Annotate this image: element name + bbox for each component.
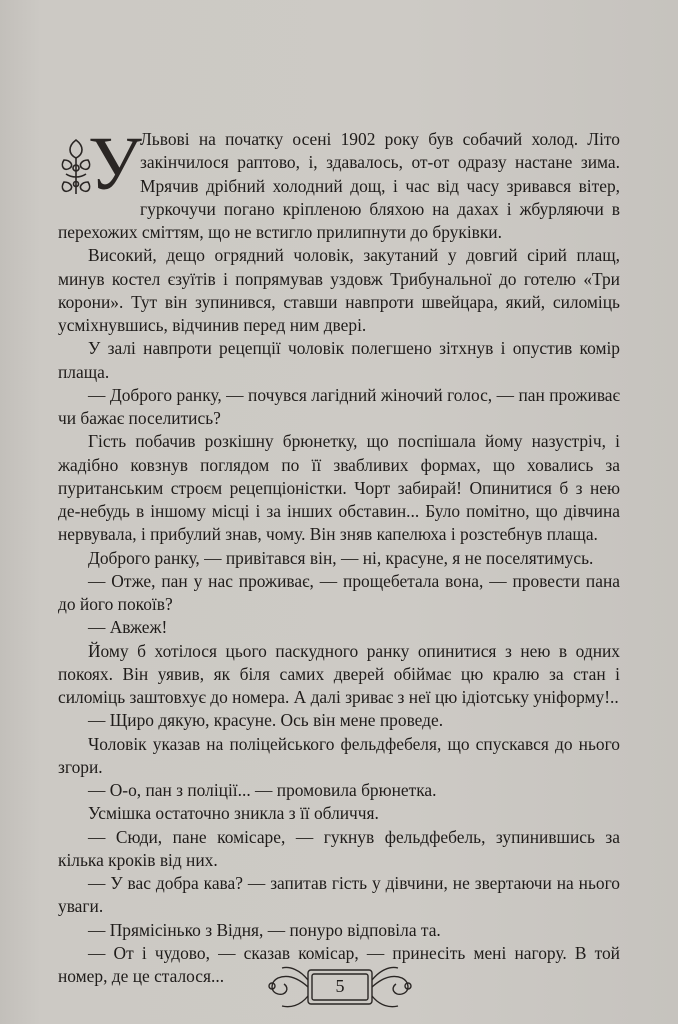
paragraph: — Щиро дякую, красуне. Ось він мене проведе. <box>88 710 444 731</box>
dropcap-block <box>58 122 142 206</box>
paragraph: — От і чудово, — сказав комісар, — принесіть мені нагору. В той номер, де це сталося... <box>58 942 620 986</box>
body-text <box>58 122 620 988</box>
paragraph: Усмішка остаточно зникла з її обличчя. <box>88 803 379 824</box>
dropcap-letter: У <box>88 122 142 206</box>
paragraph: Гість побачив розкішну брюнетку, що поспішала йому назустріч, і жадібно ковзнув поглядом по її звабливих формах, що ховались за пуританським строєм рецепціоністки. Чорт забирай! Опинитися б з нею де-небудь в іншому місці і за інших обставин... Було помітно, що дівчина нервувала, і прибулий знав, чому. Він зняв капелюха і розстебнув плаща. <box>58 431 620 545</box>
paragraph: Чоловік указав на поліцейського фельдфебеля, що спускався до нього згори. <box>58 733 620 777</box>
paragraph: У залі навпроти рецепції чоловік полегшено зітхнув і опустив комір плаща. <box>58 338 620 382</box>
paragraph: — У вас добра кава? — запитав гість у дівчини, не звертаючи на нього уваги. <box>58 873 620 917</box>
page-footer <box>262 958 418 1014</box>
paragraph: — О-о, пан з поліції... — промовила брюнетка. <box>88 780 437 800</box>
paragraph: — Отже, пан у нас проживає, — прощебетала вона, — провести пана до його покоїв? <box>58 570 620 614</box>
paragraph: Високий, дещо огрядний чоловік, закутаний у довгий сірий плащ, минув костел єзуїтів і попрямував уздовж Трибунальної до готелю «Три корони». Тут він зупинився, ставши навпроти швейцара, який, силоміць усміхнувшись, відчинив перед ним двері. <box>58 245 620 335</box>
paragraph: Доброго ранку, — привітався він, — ні, красуне, я не поселятимусь. <box>88 547 594 568</box>
paragraph: — Авжеж! <box>88 617 168 638</box>
paragraph: Йому б хотілося цього паскудного ранку опинитися з нею в одних покоях. Він уявив, як біля самих дверей обіймає цю кралю за стан і силоміць заштовхує до номера. А далі зриває з неї цю ідіотську уніформу!.. <box>58 640 620 707</box>
paragraph: — Прямісінько з Відня, — понуро відповіла та. <box>88 919 441 940</box>
page-number: 5 <box>335 976 345 996</box>
paragraph: — Сюди, пане комісаре, — гукнув фельдфебель, зупинившись за кілька кроків від них. <box>58 826 620 870</box>
paragraph: Львові на початку осені 1902 року був собачий холод. Літо закінчилося раптово, і, здавалось, от-от одразу настане зима. Мрячив дрібний холодний дощ, і час від часу зривався вітер, гуркочучи погано кріпленою бляхою на дахах і жбурляючи в перехожих сміттям, що не встигло прилипнути до бруківки. <box>58 129 620 242</box>
paragraph: — Доброго ранку, — почувся лагідний жіночий голос, — пан проживає чи бажає поселитись? <box>58 384 620 428</box>
